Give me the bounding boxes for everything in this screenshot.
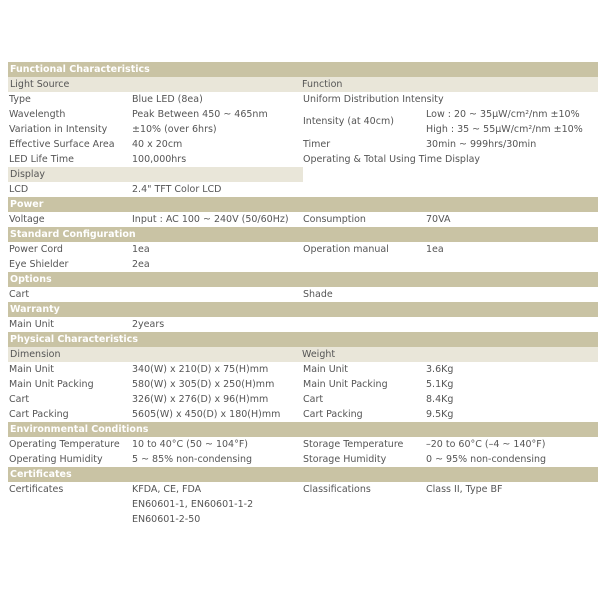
section-standard-configuration: Standard Configuration xyxy=(8,227,598,242)
spec-table xyxy=(8,62,598,527)
classifications-value: Class II, Type BF xyxy=(426,484,503,495)
consumption-label: Consumption xyxy=(303,214,366,225)
lcd-value: 2.4" TFT Color LCD xyxy=(132,184,222,195)
certificates-values xyxy=(132,482,253,527)
table-row xyxy=(8,242,598,257)
type-value: Blue LED (8ea) xyxy=(132,94,203,105)
type-label: Type xyxy=(9,94,31,105)
timer-label: Timer xyxy=(303,139,331,150)
led-life-value: 100,000hrs xyxy=(132,154,187,165)
table-row xyxy=(8,317,598,332)
section-warranty: Warranty xyxy=(8,302,598,317)
manual-label: Operation manual xyxy=(303,244,389,255)
table-row xyxy=(8,452,598,467)
subheader-row xyxy=(8,77,598,92)
weight-label: Main Unit Packing xyxy=(303,379,388,390)
voltage-label: Voltage xyxy=(9,214,45,225)
table-row xyxy=(8,182,598,197)
operating-humidity-value: 5 ~ 85% non-condensing xyxy=(132,454,253,465)
section-physical: Physical Characteristics xyxy=(8,332,598,347)
warranty-unit-value: 2years xyxy=(132,319,165,330)
operating-temperature-label: Operating Temperature xyxy=(9,439,120,450)
table-row xyxy=(8,407,598,422)
dimension-value: 580(W) x 305(D) x 250(H)mm xyxy=(132,379,275,390)
subheader-function: Function xyxy=(300,77,598,92)
intensity-high: High : 35 ~ 55µW/cm²/nm ±10% xyxy=(426,124,583,135)
lcd-label: LCD xyxy=(9,184,29,195)
wavelength-label: Wavelength xyxy=(9,109,66,120)
variation-value: ±10% (over 6hrs) xyxy=(132,124,217,135)
dimension-value: 340(W) x 210(D) x 75(H)mm xyxy=(132,364,269,375)
dimension-value: 5605(W) x 450(D) x 180(H)mm xyxy=(132,409,281,420)
consumption-value: 70VA xyxy=(426,214,451,225)
weight-label: Cart Packing xyxy=(303,409,363,420)
intensity-label: Intensity (at 40cm) xyxy=(303,116,394,127)
certificate-item: KFDA, CE, FDA xyxy=(132,484,202,495)
surface-label: Effective Surface Area xyxy=(9,139,115,150)
dimension-label: Main Unit Packing xyxy=(9,379,94,390)
table-row xyxy=(8,257,598,272)
manual-value: 1ea xyxy=(426,244,444,255)
table-row xyxy=(8,362,598,377)
operating-humidity-label: Operating Humidity xyxy=(9,454,103,465)
dimension-value: 326(W) x 276(D) x 96(H)mm xyxy=(132,394,269,405)
weight-label: Cart xyxy=(303,394,324,405)
subheader-light-source: Light Source xyxy=(8,77,300,92)
table-row xyxy=(8,287,598,302)
table-row xyxy=(8,92,598,107)
storage-temperature-label: Storage Temperature xyxy=(303,439,404,450)
table-row xyxy=(8,437,598,452)
weight-value: 8.4Kg xyxy=(426,394,454,405)
table-row xyxy=(8,212,598,227)
dimension-label: Main Unit xyxy=(9,364,55,375)
intensity-values xyxy=(426,107,583,137)
power-cord-label: Power Cord xyxy=(9,244,63,255)
table-row xyxy=(8,137,598,152)
section-functional: Functional Characteristics xyxy=(8,62,598,77)
weight-label: Main Unit xyxy=(303,364,349,375)
subheader-weight: Weight xyxy=(300,347,598,362)
operating-temperature-value: 10 to 40°C (50 ~ 104°F) xyxy=(132,439,249,450)
option-cart: Cart xyxy=(9,289,30,300)
certificates-label: Certificates xyxy=(9,484,64,495)
section-power: Power xyxy=(8,197,598,212)
surface-value: 40 x 20cm xyxy=(132,139,183,150)
table-row xyxy=(8,152,598,167)
power-cord-value: 1ea xyxy=(132,244,150,255)
timer-value: 30min ~ 999hrs/30min xyxy=(426,139,537,150)
dimension-label: Cart Packing xyxy=(9,409,69,420)
uniform-distribution: Uniform Distribution Intensity xyxy=(303,94,444,105)
certificate-item: EN60601-1, EN60601-1-2 xyxy=(132,499,254,510)
wavelength-value: Peak Between 450 ~ 465nm xyxy=(132,109,268,120)
storage-temperature-value: –20 to 60°C (–4 ~ 140°F) xyxy=(426,439,546,450)
option-shade: Shade xyxy=(303,289,333,300)
section-certificates: Certificates xyxy=(8,467,598,482)
weight-value: 3.6Kg xyxy=(426,364,454,375)
eye-shielder-value: 2ea xyxy=(132,259,150,270)
table-row xyxy=(8,107,598,137)
weight-value: 9.5Kg xyxy=(426,409,454,420)
table-row xyxy=(8,392,598,407)
weight-value: 5.1Kg xyxy=(426,379,454,390)
warranty-unit-label: Main Unit xyxy=(9,319,55,330)
led-life-label: LED Life Time xyxy=(9,154,75,165)
section-options: Options xyxy=(8,272,598,287)
operating-display: Operating & Total Using Time Display xyxy=(303,154,481,165)
eye-shielder-label: Eye Shielder xyxy=(9,259,69,270)
storage-humidity-label: Storage Humidity xyxy=(303,454,387,465)
voltage-value: Input : AC 100 ~ 240V (50/60Hz) xyxy=(132,214,289,225)
table-row xyxy=(8,482,598,527)
subheader-row xyxy=(8,167,598,182)
subheader-dimension: Dimension xyxy=(8,347,300,362)
classifications-label: Classifications xyxy=(303,484,371,495)
variation-label: Variation in Intensity xyxy=(9,124,108,135)
section-environmental: Environmental Conditions xyxy=(8,422,598,437)
intensity-low: Low : 20 ~ 35µW/cm²/nm ±10% xyxy=(426,109,580,120)
storage-humidity-value: 0 ~ 95% non-condensing xyxy=(426,454,547,465)
subheader-display: Display xyxy=(8,167,303,182)
table-row xyxy=(8,377,598,392)
subheader-row xyxy=(8,347,598,362)
certificate-item: EN60601-2-50 xyxy=(132,514,201,525)
dimension-label: Cart xyxy=(9,394,30,405)
